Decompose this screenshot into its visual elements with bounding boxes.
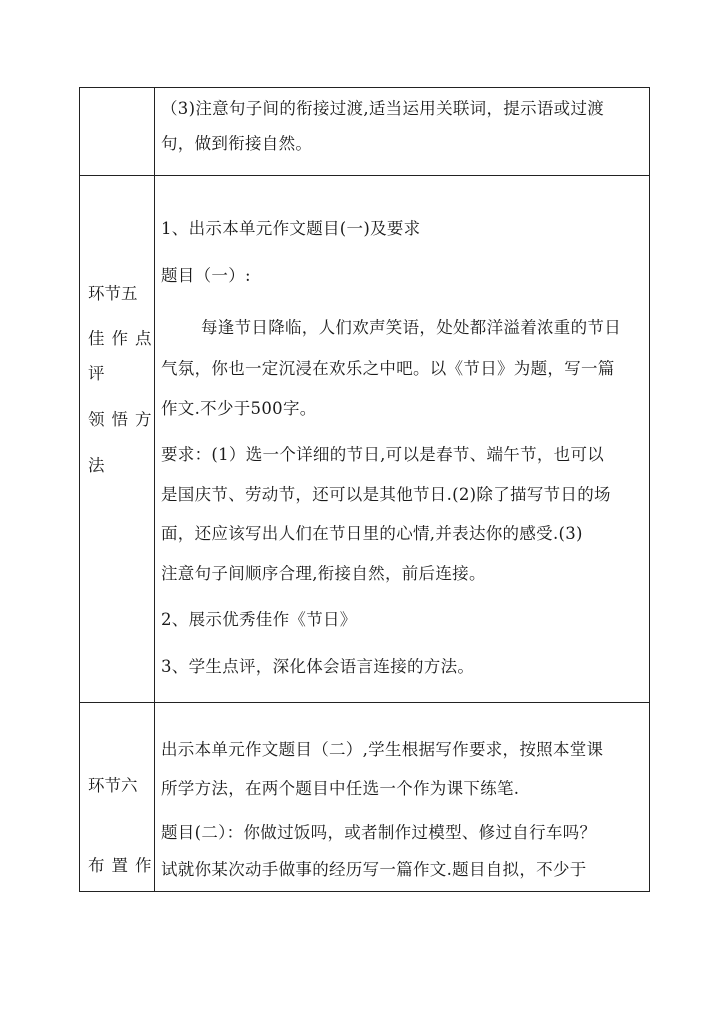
content-line: 每逢节日降临，人们欢声笑语，处处都洋溢着浓重的节日: [201, 318, 621, 337]
content-line: 所学方法，在两个题目中任选一个作为课下练笔.: [161, 779, 520, 798]
table-row-2: [80, 176, 649, 703]
section-label: 环节六: [88, 776, 138, 795]
content-line: 题目(二）：你做过饭吗，或者制作过模型、修过自行车吗？: [161, 823, 597, 842]
content-line: 试就你某次动手做事的经历写一篇作文.题目自拟，不少于: [161, 860, 587, 879]
content-line: 3、学生点评，深化体会语言连接的方法。: [161, 657, 475, 676]
row-2-content-cell: [155, 176, 649, 702]
section-label: 法: [88, 456, 105, 475]
content-line: 要求：(1）选一个详细的节日,可以是春节、端午节，也可以: [161, 445, 605, 464]
row-3-label-cell: [80, 703, 159, 891]
section-label: 布置作: [88, 856, 159, 875]
table-row-3: [80, 703, 649, 891]
content-line: 2、展示优秀佳作《节日》: [161, 610, 357, 629]
content-line: 1、出示本单元作文题目(一)及要求: [161, 219, 421, 238]
lesson-plan-table: [79, 87, 650, 892]
content-line: 气氛，你也一定沉浸在欢乐之中吧。以《节日》为题，写一篇: [161, 359, 615, 378]
content-line: 作文.不少于500字。: [161, 399, 317, 418]
content-line: 出示本单元作文题目（二）,学生根据写作要求，按照本堂课: [161, 740, 604, 759]
section-label: 佳作点: [88, 329, 159, 348]
section-label: 领悟方: [88, 410, 159, 429]
content-line: 句，做到衔接自然。: [161, 134, 313, 153]
section-label: 环节五: [88, 284, 138, 303]
content-line: 是国庆节、劳动节，还可以是其他节日.(2)除了描写节日的场: [161, 485, 611, 504]
content-line: 注意句子间顺序合理,衔接自然，前后连接。: [161, 564, 486, 583]
row-3-content-cell: [155, 703, 649, 891]
content-line: 面，还应该写出人们在节日里的心情,并表达你的感受.(3): [161, 524, 583, 543]
content-line: （3)注意句子间的衔接过渡,适当运用关联词，提示语或过渡: [161, 99, 605, 118]
section-label: 评: [88, 364, 105, 383]
row-1-label-cell: [80, 88, 155, 175]
row-2-label-cell: [80, 176, 159, 702]
content-line: 题目（一）:: [161, 266, 251, 285]
row-1-content-cell: [155, 88, 649, 175]
table-row-1: [80, 88, 649, 176]
